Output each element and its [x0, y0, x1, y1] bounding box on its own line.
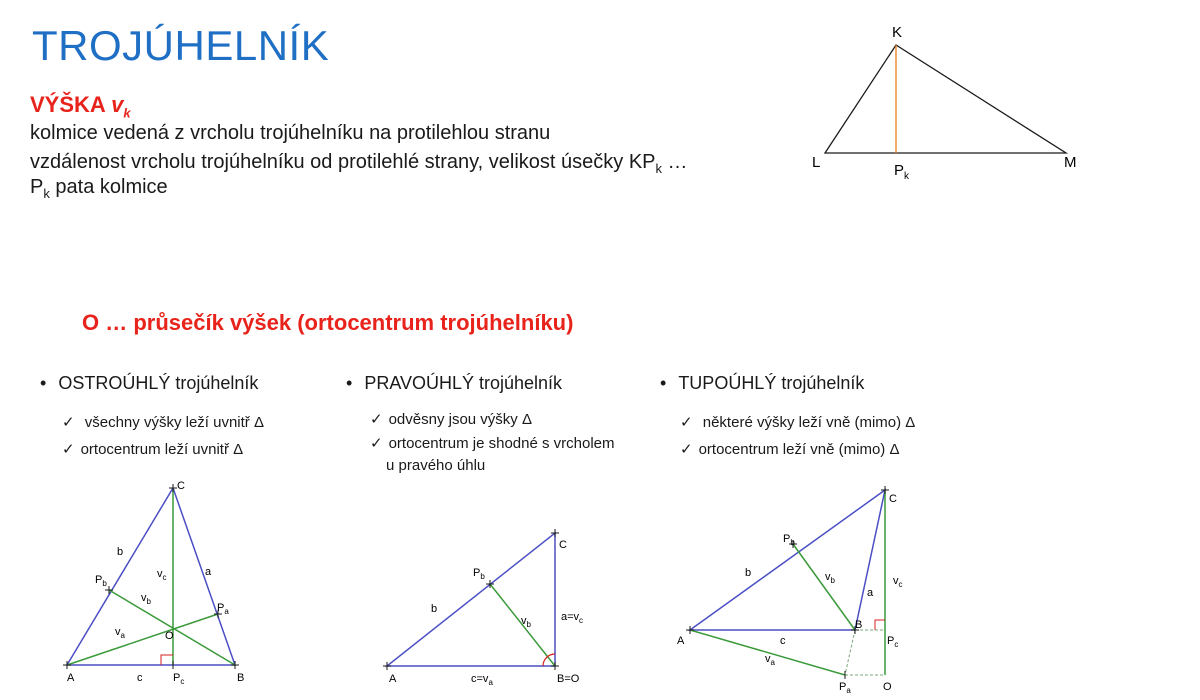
obtuse-label-pb: $P_b$ — [783, 533, 795, 547]
right-label-c-side: $c=v_a$ — [471, 673, 493, 687]
orthocenter-heading: O … průsečík výšek (ortocentrum trojúhelníku) — [82, 310, 574, 335]
obtuse-check-2: ✓ ortocentrum leží vně (mimo) Δ — [680, 441, 900, 458]
obtuse-label-va: $v_a$ — [765, 653, 775, 667]
acute-right-angle — [161, 655, 173, 665]
obtuse-label-b-side: b — [745, 567, 752, 579]
height-symbol: $v_k$ — [111, 92, 131, 121]
obtuse-label-a-side: a — [867, 587, 874, 599]
obtuse-point-marks — [686, 486, 889, 679]
right-label-vb: $v_b$ — [521, 615, 531, 629]
obtuse-label-b-vertex: B — [855, 619, 863, 631]
acute-label-pb: $P_b$ — [95, 574, 107, 588]
height-definition-2: vzdálenost vrcholu trojúhelníku od protilehlé strany, velikost úsečky $KP_k$ … — [30, 151, 688, 176]
acute-label-vb: $v_b$ — [141, 592, 151, 606]
column-right-title: • PRAVOÚHLÝ trojúhelník — [346, 373, 563, 393]
acute-check-1: ✓ všechny výšky leží uvnitř Δ — [62, 414, 264, 431]
height-definition-3: $P_k$ pata kolmice — [30, 176, 168, 201]
obtuse-triangle — [690, 490, 885, 630]
label-m: M — [1064, 154, 1077, 171]
acute-label-pc: $P_c$ — [173, 672, 185, 686]
label-pk: $P_k$ — [894, 162, 910, 182]
acute-label-b-side: b — [117, 546, 124, 558]
acute-label-b-vertex: B — [237, 672, 245, 684]
obtuse-check-1: ✓ některé výšky leží vně (mimo) Δ — [680, 414, 916, 431]
obtuse-label-pc: $P_c$ — [887, 635, 899, 649]
page-title: TROJÚHELNÍK — [32, 22, 330, 69]
right-label-a-side: $a=v_c$ — [561, 611, 584, 625]
right-triangle-diagram — [375, 520, 595, 695]
right-check-1: ✓ odvěsny jsou výšky Δ — [370, 411, 532, 428]
right-label-c-vertex: C — [559, 539, 567, 551]
obtuse-label-vc: $v_c$ — [893, 575, 903, 589]
label-k: K — [892, 24, 903, 41]
height-heading — [30, 92, 131, 120]
acute-label-a-side: a — [205, 566, 212, 578]
triangle-klm-diagram — [800, 15, 1100, 190]
column-acute-title: • OSTROÚHLÝ trojúhelník — [40, 373, 259, 393]
acute-label-a-vertex: A — [67, 672, 75, 684]
right-label-b-side: b — [431, 603, 438, 615]
obtuse-triangle-diagram — [675, 480, 915, 695]
right-label-a-vertex: A — [389, 673, 397, 685]
acute-label-o: O — [165, 630, 174, 642]
column-obtuse-title: • TUPOÚHLÝ trojúhelník — [660, 373, 865, 393]
right-label-b-vertex: B=O — [557, 673, 580, 685]
acute-label-c-side: c — [137, 672, 143, 684]
triangle-klm — [825, 45, 1066, 153]
acute-label-vc: $v_c$ — [157, 568, 167, 582]
height-definition-1: kolmice vedená z vrcholu trojúhelníku na protilehlou stranu — [30, 122, 551, 144]
right-check-2: ✓ ortocentrum je shodné s vrcholem — [370, 435, 615, 452]
obtuse-label-c-side: c — [780, 635, 786, 647]
right-triangle — [387, 533, 555, 666]
right-check-2-cont: u pravého úhlu — [386, 457, 486, 474]
obtuse-label-vb: $v_b$ — [825, 571, 835, 585]
acute-check-2: ✓ ortocentrum leží uvnitř Δ — [62, 441, 244, 458]
right-label-pb: $P_b$ — [473, 567, 485, 581]
obtuse-label-pa: $P_a$ — [839, 681, 851, 695]
acute-height-va — [67, 614, 218, 665]
obtuse-label-o: O — [883, 681, 892, 693]
obtuse-label-a-vertex: A — [677, 635, 685, 647]
obtuse-height-vb — [793, 544, 855, 630]
obtuse-extension-a — [845, 630, 855, 675]
height-heading-text: VÝŠKA — [30, 92, 105, 117]
obtuse-right-angle — [875, 620, 885, 630]
obtuse-label-c-vertex: C — [889, 493, 897, 505]
acute-point-marks — [63, 484, 239, 669]
label-l: L — [812, 154, 821, 171]
acute-label-va: $v_a$ — [115, 626, 125, 640]
acute-triangle-diagram — [55, 475, 270, 695]
acute-label-pa: $P_a$ — [217, 602, 229, 616]
acute-label-c-vertex: C — [177, 480, 185, 492]
